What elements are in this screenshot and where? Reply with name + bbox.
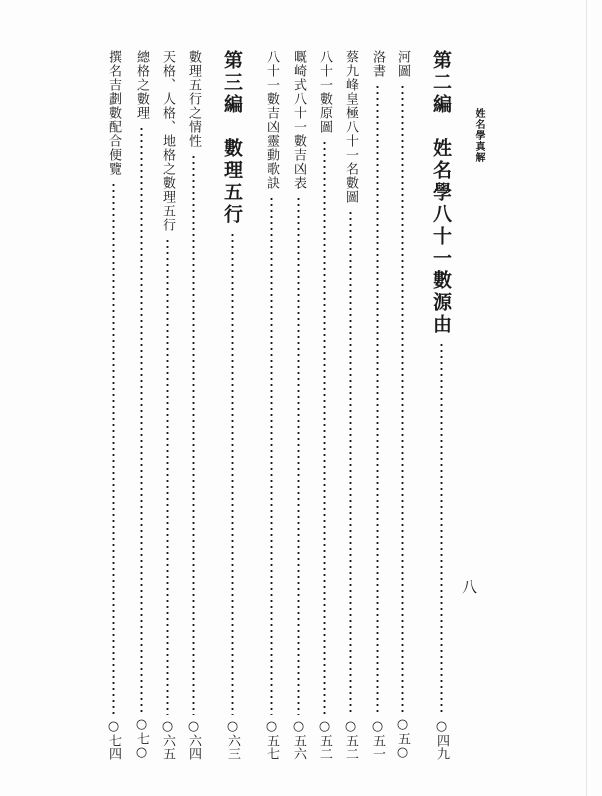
dot-leader (166, 238, 169, 715)
toc-entry (262, 50, 281, 760)
toc-entry-part-2 (428, 50, 455, 760)
toc-entry-page: ○六四 (186, 719, 201, 760)
dot-leader (231, 232, 234, 715)
dot-leader (323, 140, 326, 715)
toc-entry-title: 總格之數理 (134, 50, 149, 120)
toc-entry-page: ○七四 (106, 719, 121, 760)
toc-entry-title: 嘅崎式八十一數吉凶表 (291, 50, 306, 190)
toc-entry-title: 第二編 姓名學八十一數源由 (430, 50, 452, 336)
toc-entry-page: ○五二 (317, 719, 332, 760)
dot-leader (192, 154, 195, 715)
toc-entry (184, 50, 203, 760)
dot-leader (440, 342, 443, 715)
toc-entry (393, 50, 412, 760)
toc-entry-page: ○五一 (370, 719, 385, 760)
toc-entry-title: 八十一數原圖 (317, 50, 332, 134)
toc-entry-title: 天格、人格、地格之數理五行 (160, 50, 175, 232)
dot-leader (112, 182, 115, 715)
toc-entry (341, 50, 360, 760)
dot-leader (401, 84, 404, 713)
toc-entry (132, 50, 151, 760)
toc-entry-title: 數理五行之情性 (186, 50, 201, 148)
dot-leader (349, 210, 352, 715)
dot-leader (376, 84, 379, 715)
toc-entry-page: ○五七 (264, 719, 279, 760)
toc-entry (368, 50, 387, 760)
toc-entry (289, 50, 308, 760)
dot-leader (297, 196, 300, 715)
page-folio: 八 (462, 578, 478, 596)
toc-entry-page: ○七○ (134, 717, 149, 760)
toc-entry (315, 50, 334, 760)
toc-entry-page: ○五二 (343, 719, 358, 760)
toc-entry-page: ○五○ (395, 717, 410, 760)
toc-entry (104, 50, 123, 760)
running-head: 姓名學真解 (473, 108, 484, 163)
toc-entry-page: ○五六 (291, 719, 306, 760)
toc-entry-page: ○六五 (160, 719, 175, 760)
toc-entry-page: ○六三 (225, 719, 240, 760)
toc-entry-title: 洛書 (370, 50, 385, 78)
toc-entry-part-3 (219, 50, 246, 760)
scan-edge-line (586, 0, 587, 796)
toc-entry-title: 河圖 (395, 50, 410, 78)
toc-entry-title: 八十一數吉凶靈動歌訣 (264, 50, 279, 190)
dot-leader (140, 126, 143, 713)
toc-entry-title: 蔡九峰皇極八十一名數圖 (343, 50, 358, 204)
toc-entry (158, 50, 177, 760)
toc-entry-page: ○四九 (434, 719, 449, 760)
toc-entry-title: 撰名吉劃數配合便覽 (106, 50, 121, 176)
toc-entry-title: 第三編 數理五行 (221, 50, 243, 226)
dot-leader (270, 196, 273, 715)
